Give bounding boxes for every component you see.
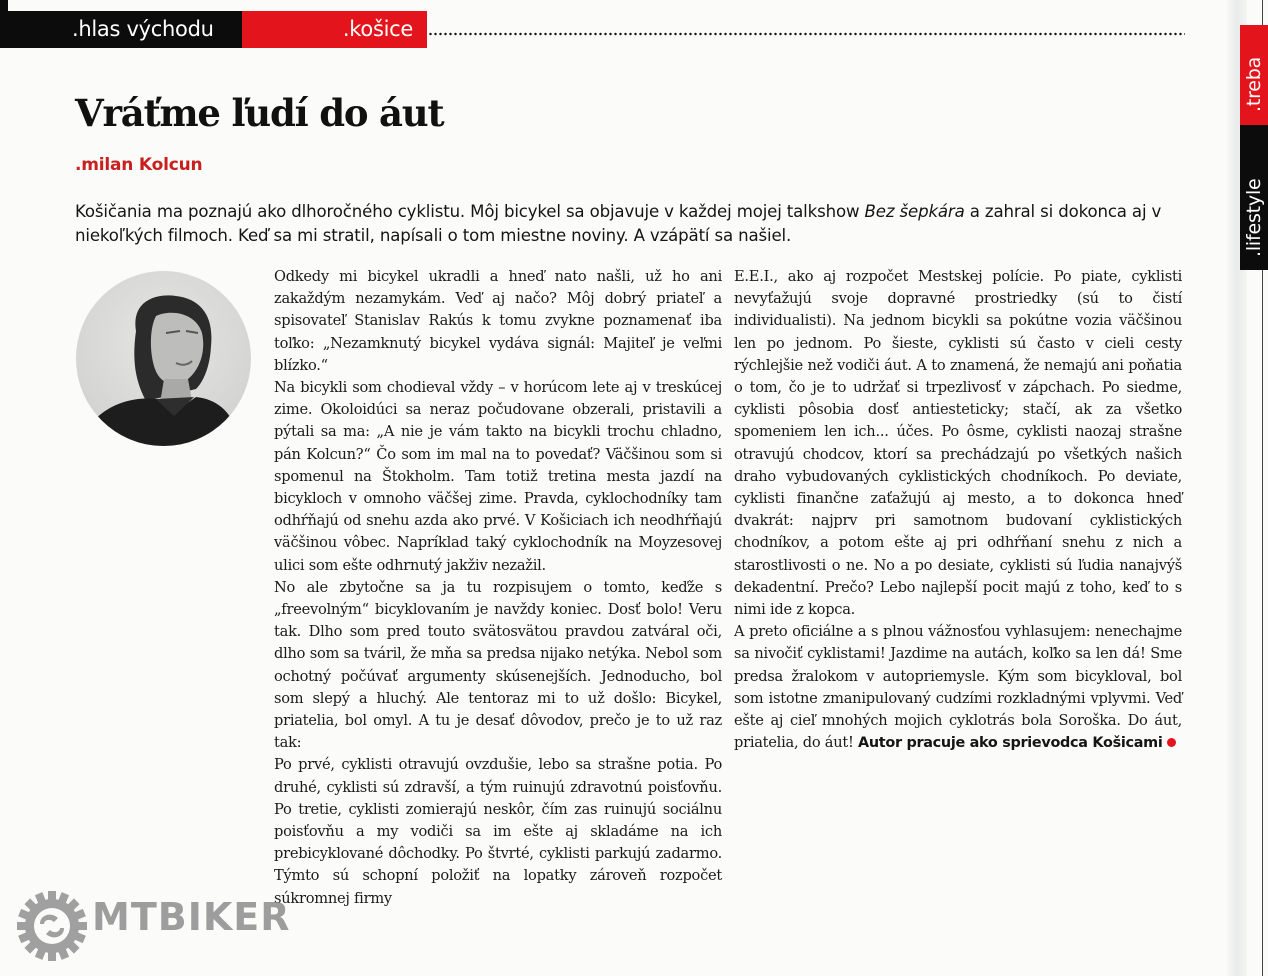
side-tab-lifestyle-label: .lifestyle	[1243, 178, 1265, 257]
lead-show-title: Bez šepkára	[864, 202, 965, 221]
dotted-rule	[428, 32, 1185, 36]
body-paragraph: Odkedy mi bicykel ukradli a hneď nato našli, už ho ani zakaždým nezamykám. Veď aj načo? Môj dobrý priateľ a spisovateľ Stanislav Rakús k tomu zvykne poznamenať iba toľko: „Nezamknutý bicykel vydáva signál: Majiteľ je veľmi blízko.“	[274, 268, 722, 374]
lead-text-start: Košičania ma poznajú ako dlhoročného cyklistu. Môj bicykel sa objavuje v každej mojej talkshow	[75, 202, 865, 221]
section-label: .hlas východu	[0, 11, 242, 48]
body-paragraph: No ale zbytočne sa ja tu rozpisujem o tomto, keďže s „freevolným“ bicyklovaním je navždy koniec. Dosť bolo! Veru tak. Dlho som pred touto svätosvätou pravdou zatváral oči, dlho som sa tváril, že mňa sa predsa nijako netýka. Nebol som ochotný počúvať argumenty skúsenejších. Jednoducho, bol som slepý a hluchý. Ale tentoraz mi to už došlo: Bicykel, priatelia, bol omyl. A tu je desať dôvodov, prečo je to už raz tak:	[274, 578, 722, 752]
body-paragraph: E.E.I., ako aj rozpočet Mestskej polície. Po piate, cyklisti nevyťažujú svoje dopravné prostriedky (sú to čistí individualisti). Na jednom bicykli sa pokútne vozia väčšinou len po jednom. Po šieste, cyklisti sú často v cieli cesty rýchlejšie než vodiči áut. A to znamená, že nemajú ani poňatia o tom, čo je to udržať si trpezlivosť v zápchach. Po siedme, cyklisti pôsobia dosť antiesteticky; stačí, ak za všetko spomeniem len ich... účes. Po ôsme, cyklisti naozaj strašne otravujú chodcov, ktorí sa prechádzajú po všetkých našich draho vybudovaných cyklistických chodníkoch. Po deviate, cyklisti finančne zaťažujú aj mesto, a to dokonca hneď dvakrát: najprv pri samotnom budovaní cyklistických chodníkov, a potom ešte aj pri odhŕňaní snehu z nich a starostlivosti o ne. No a po desiate, cyklisti sú ľudia nanajvýš dekadentní. Prečo? Lebo najlepší pocit majú z toho, keď to s nimi ide z kopca.	[734, 268, 1182, 619]
author-signature: Autor pracuje ako sprievodca Košicami	[858, 735, 1163, 752]
author-portrait-icon	[76, 271, 251, 446]
article-author: .milan Kolcun	[75, 155, 203, 175]
body-paragraph: Na bicykli som chodieval vždy – v horúcom lete aj v treskúcej zime. Okoloidúci sa neraz počudovane obzerali, pristavili a pýtali sa ma: „A nie je vám takto na bicykli trochu chladno, pán Kolcun?“ Čo som im mal na to povedať? Väčšinou som si spomenul na Štokholm. Tam totiž tretina mesta jazdí na bicykloch v omnoho väčšej zime. Pravda, cyklochodníky tam odhŕňajú od snehu azda ako prvé. V Košiciach ich neodhŕňajú väčšinou vôbec. Napríklad taký cyklochodník na Moyzesovej ulici som ešte odhrnutý jakživ nezažil.	[274, 379, 722, 574]
lead-text-end: a zahral si dokonca aj v niekoľkých filmoch. Keď sa mi stratil, napísali o tom miestne noviny. A vzápätí sa našiel.	[75, 202, 1162, 245]
watermark-text: MTBIKER	[92, 895, 291, 939]
city-label: .košice	[242, 11, 427, 48]
article-title: Vráťme ľudí do áut	[75, 91, 444, 135]
article-column-2	[734, 266, 1182, 754]
final-paragraph-text: A preto oficiálne a s plnou vážnosťou vyhlasujem: nenechajme sa nivočiť cyklistami! Jazdime na autách, koľko sa len dá! Sme predsa žralokom v autopriemysle. Kým som bicykloval, bol som istotne zmanipulovaný cudzími rozkladnými vplyvmi. Veď ešte aj cieľ mnohých mojich cyklotrás bola Soroška. Do áut, priatelia, do áut!	[734, 623, 1182, 752]
author-photo	[76, 271, 251, 446]
body-paragraph: Po prvé, cyklisti otravujú ovzdušie, lebo sa strašne potia. Po druhé, cyklisti sú zdravší, a tým ruinujú zdravotnú poisťovňu. Po tretie, cyklisti zomierajú neskôr, čím zas ruinujú sociálnu poisťovňu a my vodiči sa im ešte aj skladáme na ich prebicyklované dôchodky. Po štvrté, cyklisti parkujú zadarmo. Týmto sú schopní položiť na lopatky zároveň rozpočet súkromnej firmy	[274, 756, 722, 907]
body-paragraph-final	[734, 621, 1182, 754]
article-column-1	[274, 266, 722, 910]
article-lead	[75, 200, 1235, 248]
end-mark-icon	[1167, 738, 1176, 747]
side-tab-treba-label: .treba	[1243, 56, 1265, 112]
